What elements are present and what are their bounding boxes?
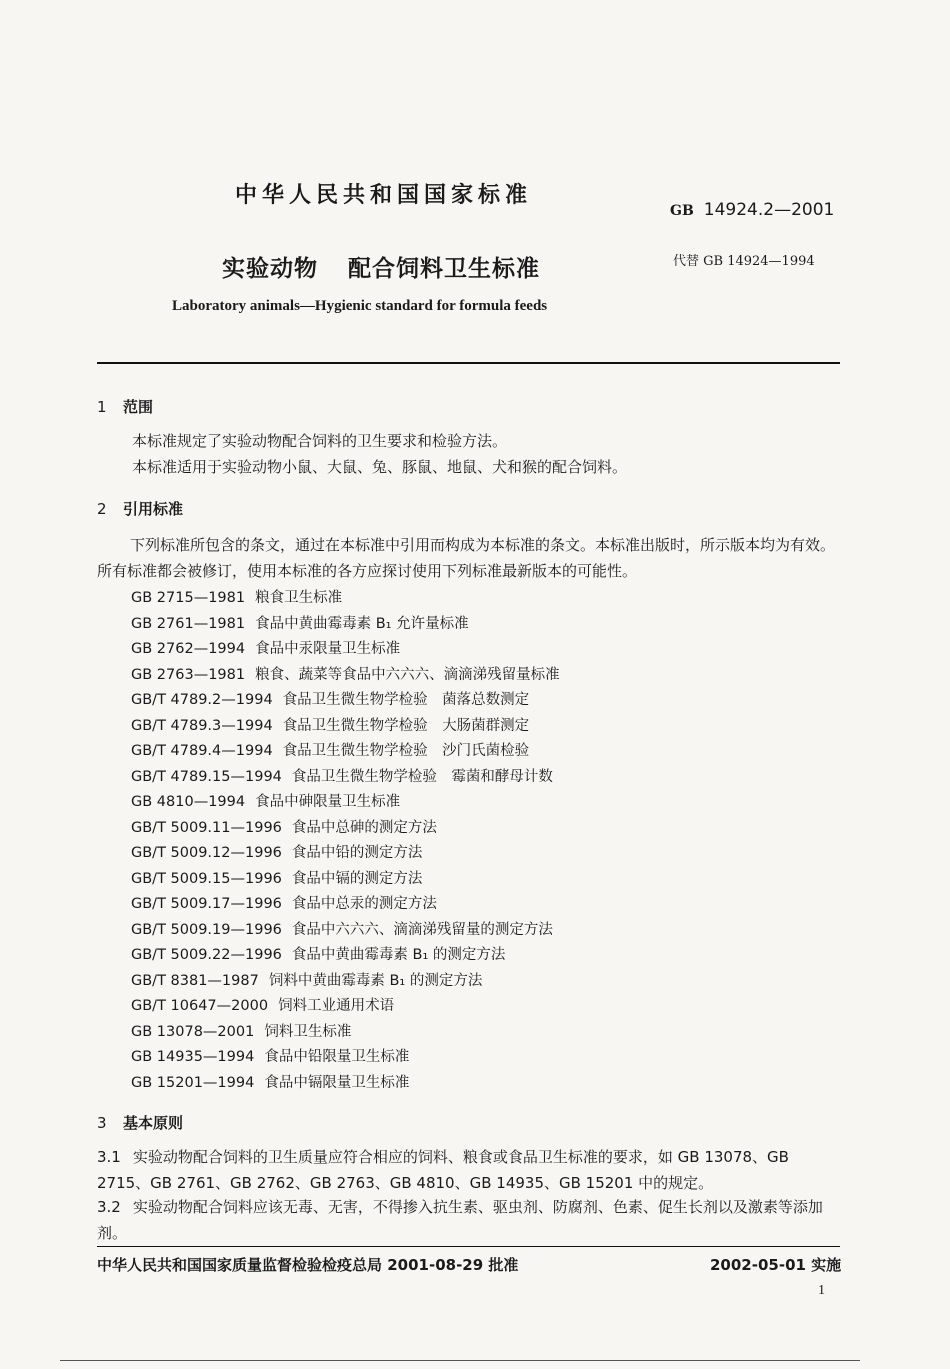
- reference-item: [131, 892, 437, 913]
- reference-item: [131, 765, 553, 786]
- page-number: 1: [818, 1283, 825, 1298]
- reference-item: [131, 1071, 409, 1092]
- reference-code: GB 14935—1994: [131, 1049, 255, 1065]
- section-3-heading: [97, 1112, 183, 1133]
- reference-code: GB 2761—1981: [131, 615, 246, 632]
- clause-text: 实验动物配合饲料的卫生质量应符合相应的饲料、粮食或食品卫生标准的要求，如 GB 13078、GB 2715、GB 2761、GB 2762、GB 2763、GB 4810、GB 14935、GB 15201 中的规定。: [97, 1148, 789, 1192]
- standard-number: [670, 200, 834, 220]
- reference-title: 食品中黄曲霉毒素 B₁ 允许量标准: [255, 615, 469, 632]
- approval-note: 中华人民共和国国家质量监督检验检疫总局 2001-08-29 批准: [97, 1256, 519, 1274]
- reference-item: [131, 994, 394, 1015]
- reference-item: [131, 688, 529, 709]
- replaces-note: 代替 GB 14924—1994: [673, 254, 815, 269]
- page-bottom-rule: [60, 1360, 860, 1361]
- reference-item: [131, 586, 342, 607]
- reference-title: 食品卫生微生物学检验 大肠菌群测定: [282, 717, 530, 734]
- reference-item: [131, 816, 437, 837]
- clause-3-1: [97, 1144, 842, 1196]
- national-standard-heading: 中华人民共和国国家标准: [235, 183, 533, 208]
- reference-code: GB/T 10647—2000: [131, 998, 269, 1014]
- reference-code: GB 13078—2001: [131, 1023, 255, 1040]
- reference-title: 饲料卫生标准: [264, 1023, 352, 1040]
- reference-title: 食品中砷限量卫生标准: [255, 794, 401, 810]
- reference-code: GB/T 5009.17—1996: [131, 896, 282, 912]
- clause-number: 3.2: [97, 1198, 121, 1216]
- reference-item: [131, 637, 400, 658]
- section-number: 2: [97, 500, 107, 518]
- reference-code: GB 2715—1981: [131, 590, 246, 606]
- reference-title: 粮食、蔬菜等食品中六六六、滴滴涕残留量标准: [255, 666, 560, 683]
- footer-divider: [97, 1246, 840, 1247]
- section-title: 范围: [123, 398, 154, 416]
- reference-code: GB/T 8381—1987: [131, 972, 259, 989]
- reference-code: GB 4810—1994: [131, 794, 246, 810]
- section-number: 1: [97, 398, 107, 416]
- reference-code: GB/T 5009.19—1996: [131, 921, 282, 938]
- reference-title: 食品中镉的测定方法: [291, 870, 423, 887]
- reference-item: [131, 943, 505, 964]
- reference-title: 食品中总汞的测定方法: [291, 896, 437, 912]
- reference-title: 食品中铅的测定方法: [291, 845, 423, 861]
- reference-title: 食品卫生微生物学检验 菌落总数测定: [282, 692, 530, 708]
- standard-number-value: 14924.2—2001: [703, 200, 835, 220]
- title-part1: 实验动物: [222, 256, 318, 282]
- reference-item: [131, 918, 553, 939]
- reference-title: 粮食卫生标准: [255, 590, 343, 606]
- reference-title: 食品中六六六、滴滴涕残留量的测定方法: [291, 921, 553, 938]
- reference-code: GB/T 5009.22—1996: [131, 947, 282, 963]
- reference-item: [131, 663, 560, 684]
- reference-title: 食品卫生微生物学检验 霉菌和酵母计数: [291, 768, 553, 785]
- implementation-date: 2002-05-01 实施: [710, 1256, 842, 1274]
- section-title: 基本原则: [123, 1114, 184, 1132]
- reference-title: 食品卫生微生物学检验 沙门氏菌检验: [282, 743, 530, 759]
- reference-item: [131, 969, 482, 990]
- section-1-paragraph: 本标准适用于实验动物小鼠、大鼠、兔、豚鼠、地鼠、犬和猴的配合饲料。: [132, 458, 628, 476]
- header-divider: [97, 362, 840, 364]
- reference-code: GB/T 4789.3—1994: [131, 717, 273, 734]
- reference-title: 饲料工业通用术语: [278, 998, 395, 1014]
- reference-code: GB/T 4789.15—1994: [131, 768, 282, 785]
- gb-prefix: GB: [670, 203, 694, 219]
- section-1-heading: [97, 396, 153, 417]
- reference-code: GB 2763—1981: [131, 666, 246, 683]
- clause-3-2: [97, 1194, 842, 1246]
- section-number: 3: [97, 1114, 107, 1132]
- reference-title: 食品中汞限量卫生标准: [255, 641, 401, 657]
- reference-item: [131, 714, 529, 735]
- reference-title: 饲料中黄曲霉毒素 B₁ 的测定方法: [268, 972, 483, 989]
- reference-item: [131, 612, 469, 633]
- reference-code: GB 15201—1994: [131, 1074, 255, 1091]
- reference-code: GB/T 4789.4—1994: [131, 743, 273, 759]
- english-title: Laboratory animals—Hygienic standard for formula feeds: [172, 298, 548, 314]
- title-part2: 配合饲料卫生标准: [348, 256, 540, 282]
- reference-title: 食品中黄曲霉毒素 B₁ 的测定方法: [291, 947, 506, 963]
- reference-code: GB/T 5009.11—1996: [131, 819, 282, 836]
- section-title: 引用标准: [123, 500, 184, 518]
- section-2-intro: 下列标准所包含的条文，通过在本标准中引用而构成为本标准的条文。本标准出版时，所示版本均为有效。所有标准都会被修订，使用本标准的各方应探讨使用下列标准最新版本的可能性。: [97, 536, 836, 580]
- reference-title: 食品中铅限量卫生标准: [264, 1049, 410, 1065]
- reference-item: [131, 790, 400, 811]
- reference-item: [131, 1020, 351, 1041]
- section-2-heading: [97, 498, 183, 519]
- reference-title: 食品中总砷的测定方法: [291, 819, 437, 836]
- reference-code: GB/T 4789.2—1994: [131, 692, 273, 708]
- reference-item: [131, 739, 529, 760]
- reference-item: [131, 841, 422, 862]
- clause-number: 3.1: [97, 1148, 121, 1166]
- reference-code: GB/T 5009.12—1996: [131, 845, 282, 861]
- reference-title: 食品中镉限量卫生标准: [264, 1074, 410, 1091]
- document-title: [222, 250, 540, 283]
- reference-code: GB 2762—1994: [131, 641, 246, 657]
- reference-item: [131, 867, 422, 888]
- clause-text: 实验动物配合饲料应该无毒、无害，不得掺入抗生素、驱虫剂、防腐剂、色素、促生长剂以及激素等添加剂。: [97, 1198, 823, 1242]
- reference-code: GB/T 5009.15—1996: [131, 870, 282, 887]
- reference-item: [131, 1045, 409, 1066]
- section-1-paragraph: 本标准规定了实验动物配合饲料的卫生要求和检验方法。: [132, 432, 508, 450]
